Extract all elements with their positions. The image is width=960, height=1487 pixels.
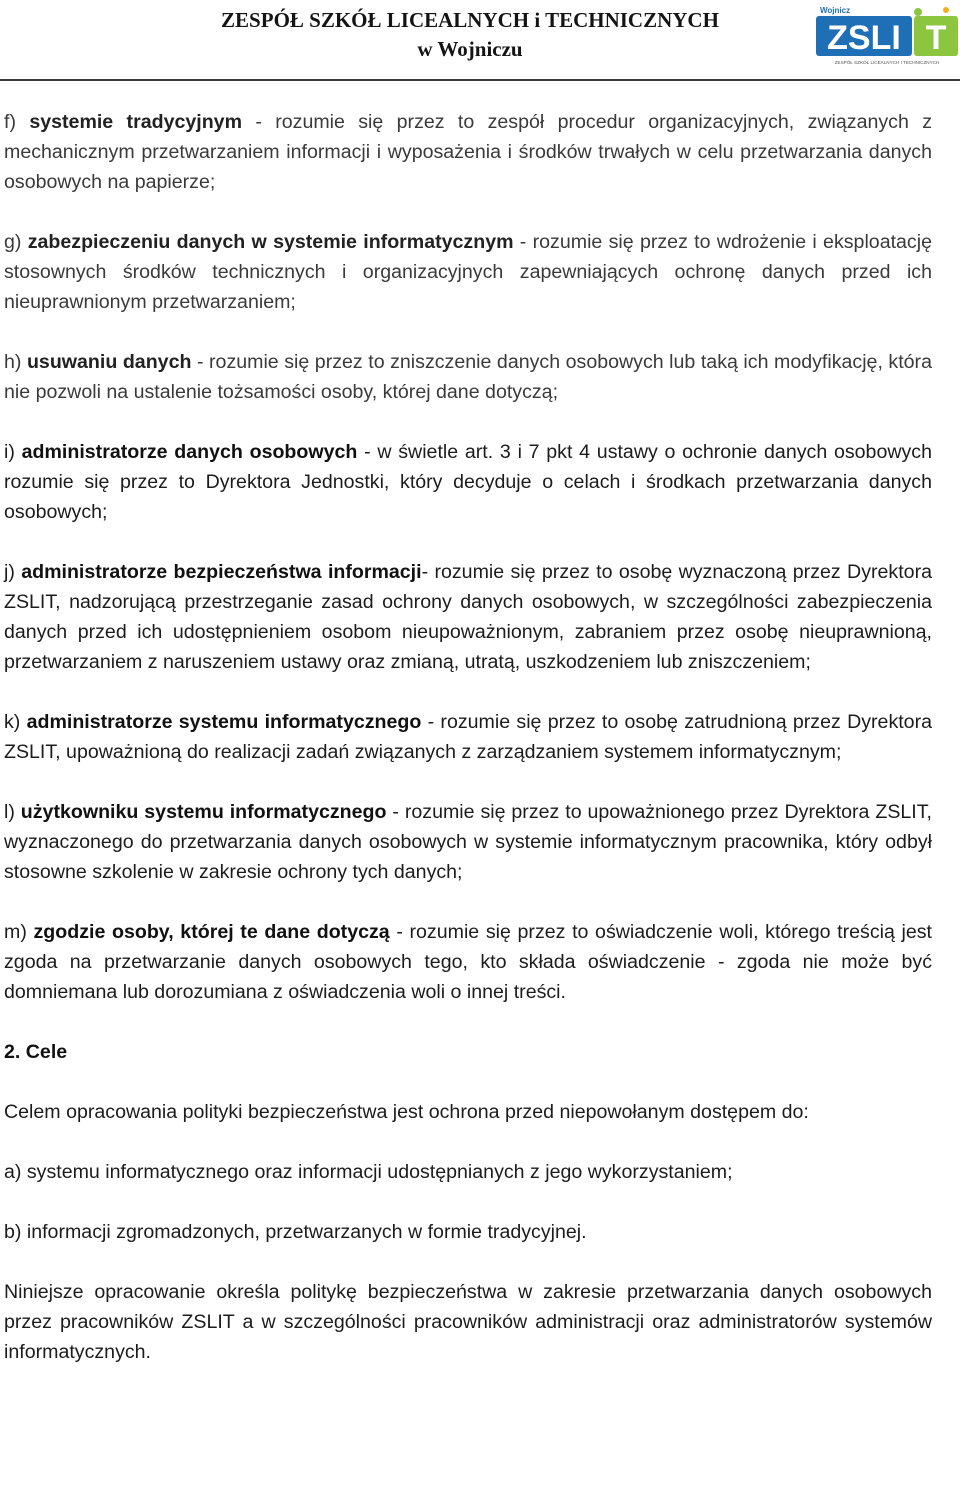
definition-term: administratorze systemu informatycznego: [26, 711, 422, 733]
header-divider: [0, 79, 960, 81]
definition-term: użytkowniku systemu informatycznego: [20, 801, 387, 823]
definition-term: usuwaniu danych: [26, 351, 192, 373]
logo-letters: ZSLI: [827, 19, 901, 57]
school-name: [150, 6, 790, 64]
logo-caption: ZESPÓŁ SZKÓŁ LICEALNYCH I TECHNICZNYCH: [834, 60, 940, 65]
logo-top-text: Wojnicz: [820, 6, 851, 15]
definition-m: m) zgodzie osoby, której te dane dotyczą - rozumie się przez to oświadczenie woli, którego treścią jest zgoda na przetwarzanie danych osobowych tego, kto składa oświadczenie - zgoda nie może być domniemana lub dorozumiana z oświadczenia woli o innej treści.: [4, 921, 932, 1003]
definition-l: l) użytkowniku systemu informatycznego - rozumie się przez to upoważnionego przez Dyrektora ZSLIT, wyznaczonego do przetwarzania danych osobowych w systemie informatycznym pracownika, który odbył stosowne szkolenie w zakresie ochrony tych danych;: [4, 801, 932, 883]
definition-i: i) administratorze danych osobowych - w świetle art. 3 i 7 pkt 4 ustawy o ochronie danych osobowych rozumie się przez to Dyrektora Jednostki, który decyduje o celach i środkach przetwarzania danych osobowych;: [4, 441, 932, 523]
definition-term: zabezpieczeniu danych w systemie informatycznym: [27, 231, 514, 253]
definition-term: systemie tradycyjnym: [29, 111, 242, 133]
page-header: [0, 0, 960, 80]
definition-h: h) usuwaniu danych - rozumie się przez to zniszczenie danych osobowych lub taką ich modyfikację, która nie pozwoli na ustalenie tożsamości osoby, której dane dotyczą;: [4, 351, 932, 403]
list-item: a) systemu informatycznego oraz informacji udostępnianych z jego wykorzystaniem;: [4, 1161, 733, 1183]
school-name-line1: ZESPÓŁ SZKÓŁ LICEALNYCH i TECHNICZNYCH: [221, 8, 719, 32]
definition-term: zgodzie osoby, której te dane dotyczą: [33, 921, 390, 943]
document-body: [4, 107, 932, 1397]
zslit-logo: [814, 2, 960, 68]
definition-term: administratorze danych osobowych: [21, 441, 358, 463]
school-name-line2: w Wojniczu: [417, 37, 523, 61]
definition-term: administratorze bezpieczeństwa informacji: [21, 561, 422, 583]
closing-paragraph: Niniejsze opracowanie określa politykę bezpieczeństwa w zakresie przetwarzania danych osobowych przez pracowników ZSLIT a w szczególności pracowników administracji oraz administratorów systemów informatycznych.: [4, 1281, 932, 1363]
section-intro: Celem opracowania polityki bezpieczeństwa jest ochrona przed niepowołanym dostępem do:: [4, 1101, 809, 1123]
definition-j: j) administratorze bezpieczeństwa informacji- rozumie się przez to osobę wyznaczoną przez Dyrektora ZSLIT, nadzorującą przestrzeganie zasad ochrony danych osobowych, w szczególności zabezpieczenia danych przed ich udostępnieniem osobom nieupoważnionym, zabraniem przez osobę nieuprawnioną, przetwarzaniem z naruszeniem ustawy oraz zmianą, utratą, uszkodzeniem lub zniszczeniem;: [4, 561, 932, 673]
definition-g: g) zabezpieczeniu danych w systemie informatycznym - rozumie się przez to wdrożenie i eksploatację stosownych środków technicznych i organizacyjnych zapewniających ochronę danych przed ich nieuprawnionym przetwarzaniem;: [4, 231, 932, 313]
list-item: b) informacji zgromadzonych, przetwarzanych w formie tradycyjnej.: [4, 1221, 587, 1243]
definition-f: f) systemie tradycyjnym - rozumie się przez to zespół procedur organizacyjnych, związanych z mechanicznym przetwarzaniem informacji i wyposażenia i środków trwałych w celu przetwarzania danych osobowych na papierze;: [4, 111, 932, 193]
definition-k: k) administratorze systemu informatycznego - rozumie się przez to osobę zatrudnioną przez Dyrektora ZSLIT, upoważnioną do realizacji zadań związanych z zarządzaniem systemem informatycznym;: [4, 711, 932, 763]
svg-text:T: T: [925, 19, 947, 57]
section-heading: 2. Cele: [4, 1041, 68, 1063]
